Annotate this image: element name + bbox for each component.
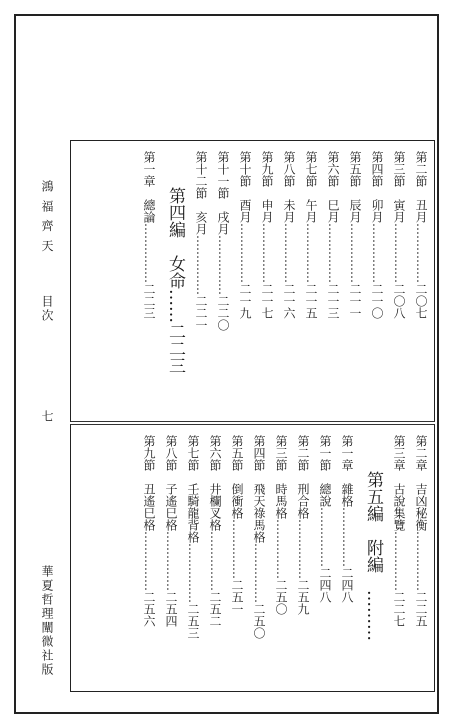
toc-entry: 第五節 倒衝格……………二五一 <box>230 435 244 615</box>
toc-entry: 第八節 未月……………二一六 <box>282 151 296 319</box>
section-label: 目次 <box>40 295 54 323</box>
toc-entry: 第四節 飛天祿馬格……………二五〇 <box>252 435 266 639</box>
book-title: 鴻 福 齊 天 <box>40 180 54 254</box>
toc-entry: 第三章 古說集覽……………二二七 <box>392 435 406 627</box>
toc-entry: 第九節 丑遙巳格……………二五六 <box>142 435 156 627</box>
publisher: 華夏哲理闡微社版 <box>40 565 54 677</box>
toc-entry: 第六節 井欄叉格……………二五二 <box>208 435 222 627</box>
toc-entry: 第七節 午月……………二一五 <box>304 151 318 319</box>
part-heading: 第五編 附編 ……… <box>363 471 383 641</box>
toc-entry: 第二節 刑合格……………二五九 <box>296 435 310 615</box>
toc-entry: 第四節 卯月……………二一〇 <box>370 151 384 319</box>
toc-entry: 第一章 雜格……………二四八 <box>340 435 354 603</box>
toc-entry: 第八節 子遙巳格……………二五四 <box>164 435 178 627</box>
part-heading: 第四編 女命……二二三 <box>165 187 185 374</box>
toc-entry: 第十二節 亥月……………二二一 <box>194 151 208 331</box>
toc-entry: 第三節 寅月……………二〇八 <box>392 151 406 319</box>
toc-entry: 第五節 辰月……………二一一 <box>348 151 362 319</box>
toc-lower-block <box>70 424 435 692</box>
toc-entry: 第十一節 戌月……………二二〇 <box>216 151 230 331</box>
toc-entry: 第十節 酉月……………二一九 <box>238 151 252 319</box>
toc-entry: 第九節 申月……………二一七 <box>260 151 274 319</box>
toc-upper-block <box>70 140 435 422</box>
toc-entry: 第七節 壬騎龍背格……………二五三 <box>186 435 200 639</box>
toc-entry: 第一章 總論……………二二三 <box>142 151 156 319</box>
toc-entry: 第六節 巳月……………二一三 <box>326 151 340 319</box>
toc-entry: 第二章 吉凶秘衡……………二二五 <box>414 435 428 627</box>
toc-entry: 第三節 時馬格……………二五〇 <box>274 435 288 615</box>
page-number: 七 <box>40 410 54 424</box>
toc-entry: 第一節 總說……………二四八 <box>318 435 332 603</box>
toc-entry: 第二節 丑月……………二〇七 <box>414 151 428 319</box>
